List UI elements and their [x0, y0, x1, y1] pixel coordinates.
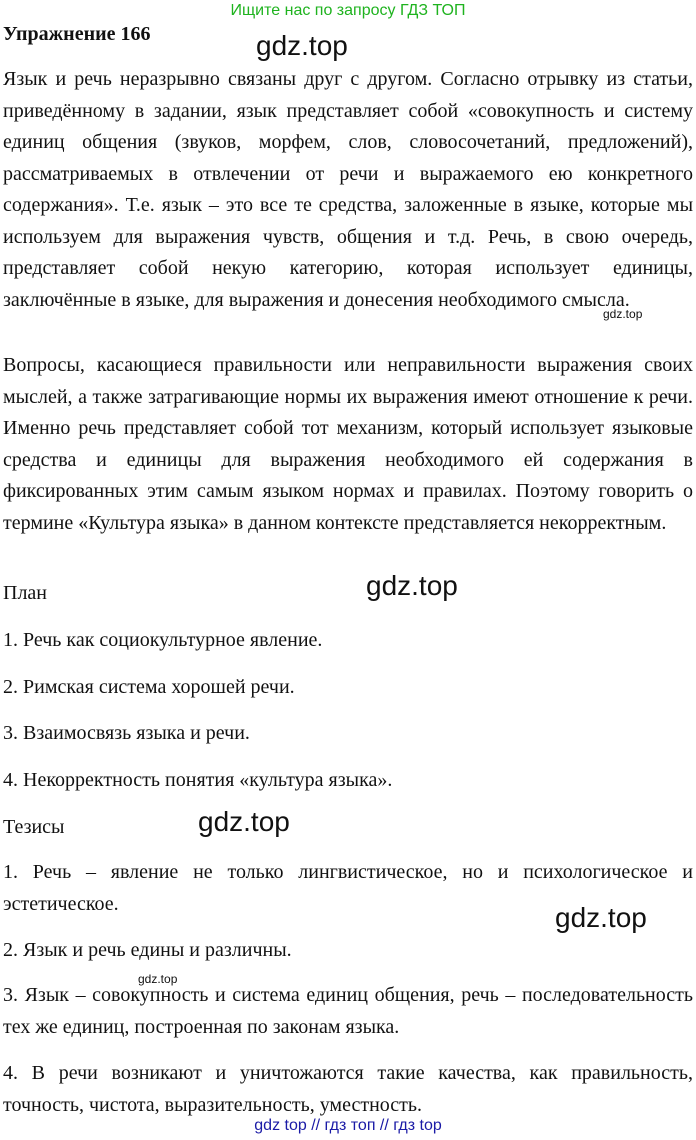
watermark-2: gdz.top	[366, 570, 458, 601]
paragraph-1: Язык и речь неразрывно связаны друг с другом. Согласно отрывку из статьи, приведённому в задании, язык представляет собой «совокупность и систему единиц общения (звуков, морфем, слов, словосочетаний, предложений), рассматриваемых в отвлечении от речи и выражаемого ею конкретного содержания». Т.е. язык – это все те средства, заложенные в языке, которые мы используем для выражения чувств, общения и т.д. Речь, в свою очередь, представляет собой некую категорию, которая использует единицы, заключённые в языке, для выражения и донесения необходимого смысла.	[3, 68, 693, 311]
watermark-1: gdz.top	[256, 30, 348, 61]
plan-item-3: 3. Взаимосвязь языка и речи.	[3, 722, 250, 744]
exercise-title: Упражнение 166	[3, 23, 151, 45]
thesis-item-1: 1. Речь – явление не только лингвистическое, но и психологическое и эстетическое.	[3, 861, 693, 915]
footer-links[interactable]: gdz top // гдз топ // гдз top	[254, 1117, 442, 1134]
plan-item-1: 1. Речь как социокультурное явление.	[3, 629, 323, 651]
watermark-4: gdz.top	[555, 902, 647, 933]
watermark-3: gdz.top	[198, 806, 290, 837]
plan-item-4: 4. Некорректность понятия «культура языка».	[3, 769, 393, 791]
thesis-item-2: 2. Язык и речь едины и различны.	[3, 939, 292, 961]
plan-item-2: 2. Римская система хорошей речи.	[3, 676, 295, 698]
watermark-small-1: gdz.top	[603, 307, 643, 321]
search-banner[interactable]: Ищите нас по запросу ГДЗ ТОП	[230, 2, 466, 19]
plan-heading: План	[3, 582, 48, 604]
thesis-item-4: 4. В речи возникают и уничтожаются такие качества, как правильность, точность, чистота, выразительность, уместность.	[3, 1062, 693, 1116]
watermark-small-2: gdz.top	[138, 972, 178, 986]
paragraph-2: Вопросы, касающиеся правильности или неправильности выражения своих мыслей, а также затрагивающие нормы их выражения имеют отношение к речи. Именно речь представляет собой тот механизм, который использует языковые средства и единицы для выражения необходимого ей содержания в фиксированных этим самым языком нормах и правилах. Поэтому говорить о термине «Культура языка» в данном контексте представляется некорректным.	[3, 354, 693, 534]
thesis-item-3: 3. Язык – совокупность и система единиц общения, речь – последовательность тех же единиц, построенная по законам языка.	[3, 984, 693, 1038]
theses-heading: Тезисы	[3, 816, 65, 838]
